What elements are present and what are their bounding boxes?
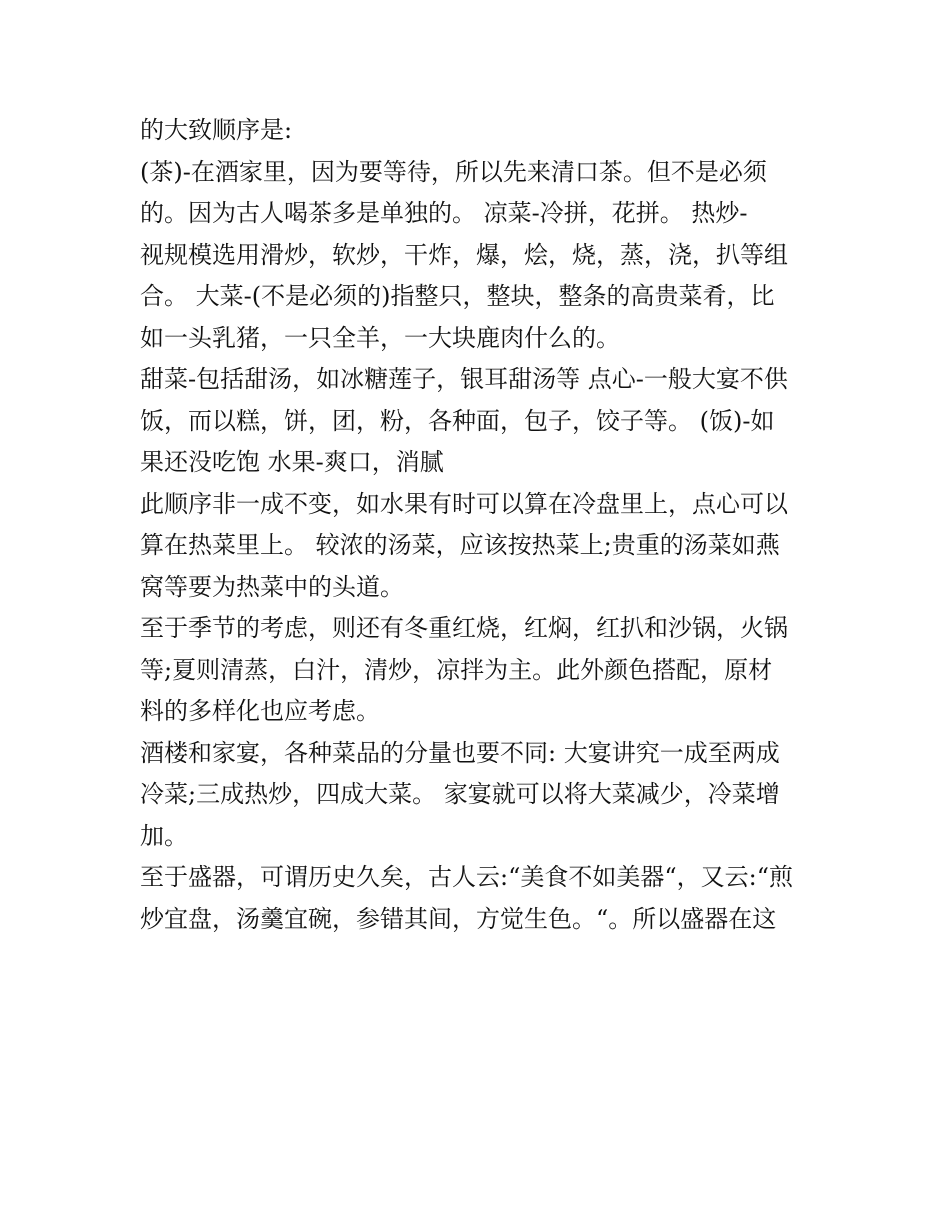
text-line: 算在热菜里上。 较浓的汤菜，应该按热菜上;贵重的汤菜如燕 — [140, 531, 780, 559]
text-line: 视规模选用滑炒，软炒，干炸，爆，烩，烧，蒸，浇，扒等组 — [140, 240, 788, 269]
text-line: 合。 大菜-(不是必须的)指整只，整块，整条的高贵菜肴，比 — [140, 282, 775, 310]
text-line: 加。 — [140, 821, 188, 850]
text-line: 至于季节的考虑，则还有冬重红烧，红焖，红扒和沙锅，火锅 — [140, 614, 788, 642]
text-line: 的大致顺序是: — [140, 116, 293, 144]
text-line: 冷菜;三成热炒，四成大菜。 家宴就可以将大菜减少，冷菜增 — [140, 780, 780, 808]
text-line: 至于盛器，可谓历史久矣，古人云:“美食不如美器“，又云:“煎 — [140, 863, 793, 891]
text-line: 等;夏则清蒸，白汁，清炒，凉拌为主。此外颜色搭配，原材 — [140, 655, 773, 684]
text-line: 酒楼和家宴，各种菜品的分量也要不同: 大宴讲究一成至两成 — [140, 738, 780, 767]
text-line: 此顺序非一成不变，如水果有时可以算在冷盘里上，点心可以 — [140, 489, 788, 518]
body-text — [140, 110, 820, 940]
text-line: 如一头乳猪，一只全羊，一大块鹿肉什么的。 — [140, 323, 620, 352]
text-line: (茶)-在酒家里，因为要等待，所以先来清口茶。但不是必须 — [140, 157, 767, 186]
text-line: 的。因为古人喝茶多是单独的。 凉菜-冷拼，花拼。 热炒- — [140, 199, 748, 227]
text-line: 甜菜-包括甜汤，如冰糖莲子，银耳甜汤等 点心-一般大宴不供 — [140, 365, 788, 393]
text-line: 料的多样化也应考虑。 — [140, 697, 380, 725]
text-line: 饭，而以糕，饼，团，粉，各种面，包子，饺子等。 (饭)-如 — [140, 406, 775, 435]
text-line: 窝等要为热菜中的头道。 — [140, 572, 404, 601]
text-line: 炒宜盘，汤羹宜碗，参错其间，方觉生色。“。所以盛器在这 — [140, 904, 777, 933]
text-line: 果还没吃饱 水果-爽口，消腻 — [140, 448, 444, 476]
